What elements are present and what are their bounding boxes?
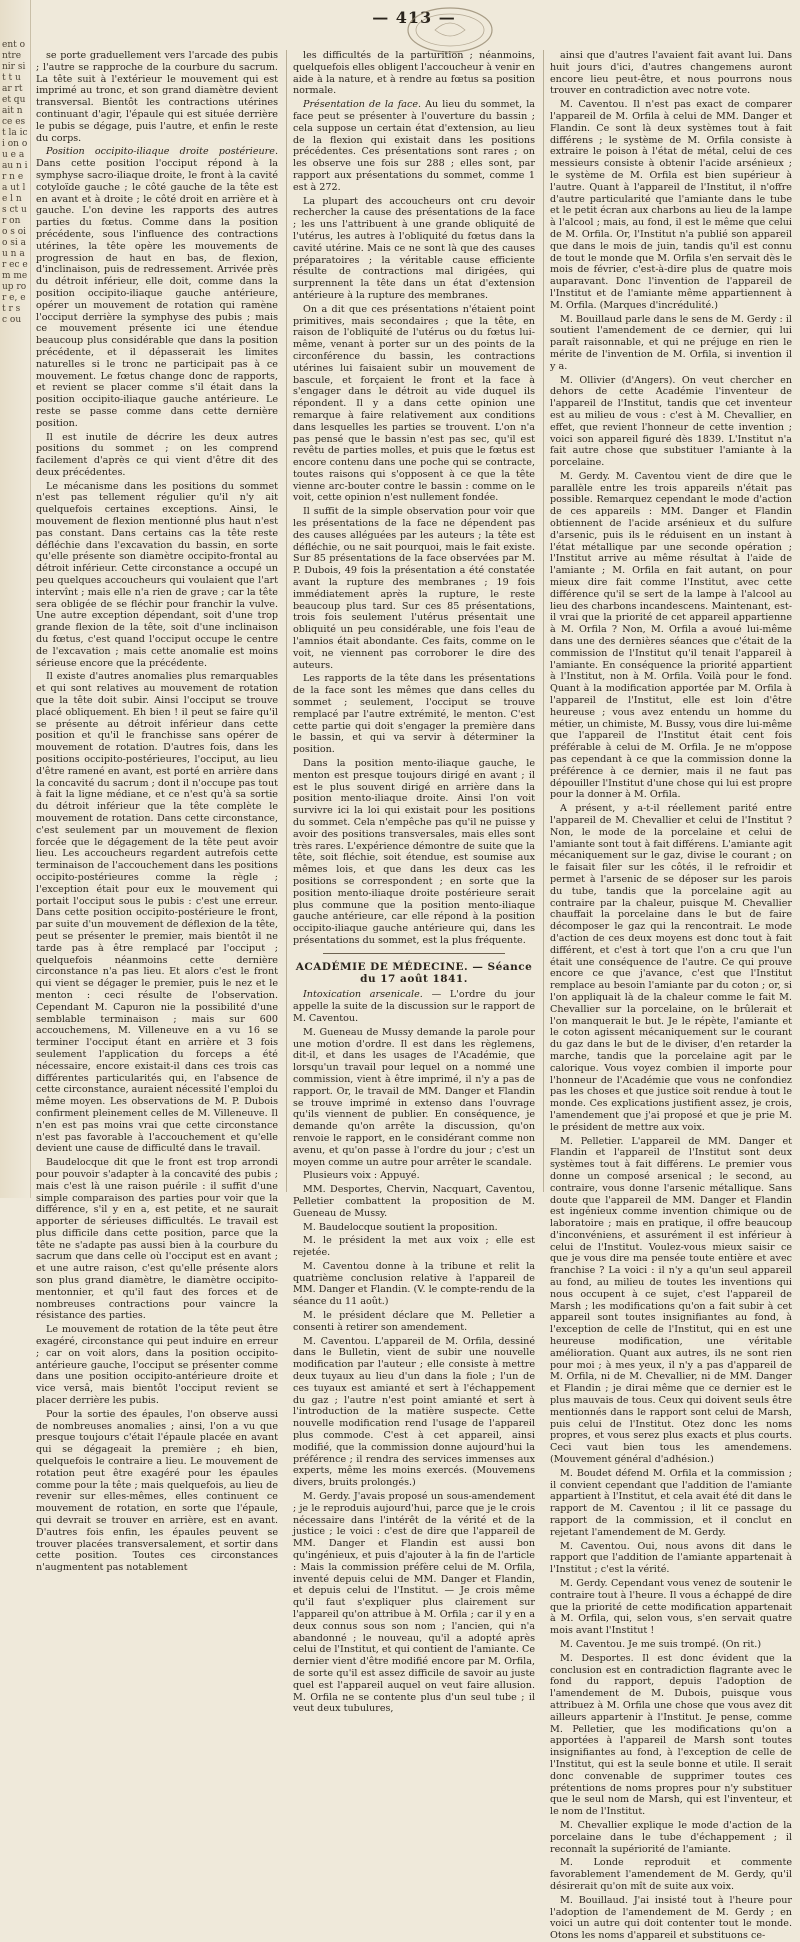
paragraph: M. Caventou. Il n'est pas exact de comparer l'appareil de M. Orfila à celui de MM. Danger et Flandin. Ce sont là deux systèmes tout à fait différens ; le système de M. Orfila consiste à extraire le poison à l'état de métal, celui de ces messieurs consiste à obtenir l'acide arsénieux ; le système de M. Orfila est bien supérieur à l'autre. Quant à l'appareil de l'Institut, il n'offre d'autre particularité que l'amiante dans le tube et le petit écran aux charbons au lieu de la lampe à l'alcool ; mais, au fond, il est le même que celui de M. Orfila. Or, l'Institut n'a publié son appareil que dans le mois de juin, tandis qu'il est connu de tout le monde que M. Orfila s'en servait dès le mois de février, c'est-à-dire plus de quatre mois auparavant. Donc l'invention de l'appareil de l'Institut et de l'amiante même appartiennent à M. Orfila. (Marques d'incrédulité.) [550,99,792,311]
paragraph: M. Boudet défend M. Orfila et la commission ; il convient cependant que l'addition de l'amiante appartient à l'Institut, et cela avait été dit dans le rapport de M. Caventou ; il lit ce passage du rapport de la commission, et il conclut en rejetant l'amendement de M. Gerdy. [550,1467,792,1538]
paragraph [36,146,278,429]
section-divider [323,953,505,954]
paragraph [293,99,535,193]
paragraph-body: Dans cette position l'occiput répond à la symphyse sacro-iliaque droite, le front à la cavité cotyloïde gauche ; le côté gauche de la tête est en avant et à droite ; le côté droit en arrière et à gauche. L'on devine les rapports des autres parties du fœtus. Comme dans la position précédente, sous l'influence des contractions utérines, la tête opère les mouvements de progression de haut en bas, de flexion, d'inclinaison, puis de redressement. Arrivée près du détroit inférieur, elle doit, comme dans la position occipito-iliaque gauche antérieure, opérer un mouvement de rotation qui ramène l'occiput derrière la symphyse des pubis ; mais ce mouvement présente ici une étendue beaucoup plus considérable que dans la position précédente, et il dépasserait les limites naturelles si le tronc ne participait pas à ce mouvement. Le fœtus change donc de rapports, et revient se placer comme s'il était dans la position occipito-iliaque gauche antérieure. Le reste se passe comme dans cette dernière position. [36,158,278,429]
binding-strip [0,0,31,1198]
paragraph: M. Caventou. Je me suis trompé. (On rit.) [560,1638,762,1650]
paragraph: M. Gerdy. J'avais proposé un sous-amendement ; je le reproduis aujourd'hui, parce que je le crois nécessaire dans l'intérêt de la vérité et de la justice ; le voici : c'est de dire que l'appareil de MM. Danger et Flandin est aussi bon qu'ingénieux, et puis d'ajouter à la fin de l'article : Mais la commission préfère celui de M. Orfila, inventé depuis celui de MM. Danger et Flandin, et depuis celui de l'Institut. — Je crois même qu'il faut s'expliquer plus clairement sur l'appareil qu'on attribue à M. Orfila ; car il y en a deux connus sous son nom ; l'ancien, qui n'a abandonné ; le nouveau, qu'il a adopté après celui de l'Institut, et qui contient de l'amiante. Ce dernier vient d'être modifié encore par M. Orfila, de sorte qu'il est assez difficile de savoir au juste quel est l'appareil auquel on veut faire allusion. M. Orfila ne se contente plus d'un seul tube ; il veut deux tubulures, [293,1491,535,1715]
paragraph: M. Chevallier explique le mode d'action de la porcelaine dans le tube d'échappement ; il reconnaît la supériorité de l'amiante. [550,1819,792,1855]
paragraph: MM. Desportes, Chervin, Nacquart, Caventou, Pelletier combattent la proposition de M. Gueneau de Mussy. [293,1184,535,1219]
paragraph: Les rapports de la tête dans les présentations de la face sont les mêmes que dans celles du sommet ; seulement, l'occiput se trouve remplacé par l'autre extrémité, le menton. C'est cette partie qui doit s'engager la première dans le bassin, et qui va servir à déterminer la position. [293,673,535,756]
paragraph: Dans la position mento-iliaque gauche, le menton est presque toujours dirigé en avant ; il est le plus souvent dirigé en arrière dans la position mento-iliaque droite. Ainsi l'on voit survivre ici la loi qui existait pour les positions du sommet. Cela n'empêche pas qu'il ne puisse y avoir des positions transversales, mais elles sont très rares. L'expérience démontre de suite que la tête, soit fléchie, soit étendue, est soumise aux mêmes lois, et que dans les deux cas les positions se correspondent ; en sorte que la position mento-iliaque droite postérieure serait plus commune que la position mento-iliaque gauche antérieure, car elle répond à la position occipito-iliaque gauche antérieure qui, dans les présentations du sommet, est la plus fréquente. [293,758,535,946]
paragraph: ainsi que d'autres l'avaient fait avant lui. Dans huit jours d'ici, d'autres changemens auront encore lieu peut-être, et nous pourrons nous trouver en contradiction avec notre vote. [550,50,792,97]
paragraph-title: Position occipito-iliaque droite postérieure. [46,146,278,158]
paragraph-body: Au lieu du sommet, la face peut se présenter à l'ouverture du bassin ; cela suppose un certain état d'extension, au lieu de la flexion qui existait dans les positions précédentes. Ces présentations sont rares ; on les observe une fois sur 288 ; elles sont, par rapport aux présentations du sommet, comme 1 est à 272. [293,99,535,193]
paragraph: Il est inutile de décrire les deux autres positions du sommet ; on les comprend facilement d'après ce qui vient d'être dit des deux précédentes. [36,431,278,478]
paragraph-title: Intoxication arsenicale. [303,989,423,1001]
paragraph: M. Caventou. Oui, nous avons dit dans le rapport que l'addition de l'amiante appartenait à l'Institut ; c'est la vérité. [550,1540,792,1576]
paragraph: M. Gerdy. Cependant vous venez de soutenir le contraire tout à l'heure. Il vous a échappé de dire que la priorité de cette modification appartenait à M. Orfila, qui, selon vous, s'en servait quatre mois avant l'Institut ! [550,1578,792,1637]
column-1 [36,50,279,1574]
column-3 [543,50,792,1942]
section-heading: ACADÉMIE DE MÉDECINE. — Séance du 17 août 1841. [295,960,533,985]
paragraph: Pour la sortie des épaules, l'on observe aussi de nombreuses anomalies ; ainsi, l'on a vu que presque toujours c'était l'épaule placée en avant qui se dégageait la première ; eh bien, quelquefois le contraire a lieu. Le mouvement de rotation peut être exagéré pour les épaules comme pour la tête ; mais quelquefois, au lieu de revenir sur elles-mêmes, elles continuent ce mouvement de rotation, en sorte que l'épaule, qui devrait se trouver en arrière, est en avant. D'autres fois enfin, les épaules peuvent se trouver placées transversalement, et sortir dans cette position. Toutes ces circonstances n'augmentent pas notablement [36,1408,278,1574]
paragraph-body: — L'ordre du jour appelle la suite de la discussion sur le rapport de M. Caventou. [293,989,535,1024]
paragraph: M. le président déclare que M. Pelletier a consenti à retirer son amendement. [293,1310,535,1333]
paragraph: les difficultés de la parturition ; néanmoins, quelquefois elles obligent l'accoucheur à venir en aide à la nature, et à rendre au fœtus sa position normale. [293,50,535,97]
paragraph: Il suffit de la simple observation pour voir que les présentations de la face ne dépendent pas des causes alléguées par les auteurs ; la tête est défléchie, ou ne sait pourquoi, mais le fait existe. Sur 85 présentations de la face observées par M. P. Dubois, 49 fois la présentation a été constatée avant la rupture des membranes ; 19 fois immédiatement après la rupture, le reste beaucoup plus tard. Sur ces 85 présentations, trois fois seulement l'utérus présentait une obliquité un peu considérable, une fois l'eau de l'amnios était abondante. Ces faits, comme on le voit, ne viennent pas corroborer le dire des auteurs. [293,506,535,671]
article-columns [36,50,792,1942]
binding-text: ent ontre nir sit t u ar rt et qu ait n ce est la ici on ou e a au n ir n e a ut l e l n s ct ur on o s oi o si au n ar ec em me up ro r e, et r s c ou [2,40,31,325]
paragraph: se porte graduellement vers l'arcade des pubis ; l'autre se rapproche de la courbure du sacrum. La tête suit à l'extérieur le mouvement qui est imprimé au tronc, et son grand diamètre devient transversal. Bientôt les contractions utérines continuant d'agir, l'épaule qui est située derrière le pubis se dégage, puis l'autre, et enfin le reste du corps. [36,50,278,144]
paragraph: M. Baudelocque soutient la proposition. [303,1221,498,1233]
paragraph: Plusieurs voix : Appuyé. [303,1170,420,1182]
paragraph: Le mouvement de rotation de la tête peut être exagéré, circonstance qui peut induire en erreur ; car on voit alors, dans la position occipito-antérieure gauche, l'occiput se présenter comme dans une position occipito-antérieure droite et vice versâ, mais bientôt l'occiput revient se placer derrière les pubis. [36,1324,278,1407]
paragraph: M. Gueneau de Mussy demande la parole pour une motion d'ordre. Il est dans les règlemens, dit-il, et dans les usages de l'Académie, que lorsqu'un travail pour lequel on a nommé une commission, vient à être imprimé, il n'y a pas de rapport. Or, le travail de MM. Danger et Flandin se trouve imprimé in extenso dans l'ouvrage qu'ils viennent de publier. En conséquence, je demande qu'on arrête la discussion, qu'on renvoie le rapport, en le considérant comme non avenu, et qu'on passe à l'ordre du jour ; c'est un moyen comme un autre pour arrêter le scandale. [293,1026,535,1168]
paragraph: M. Bouillaud parle dans le sens de M. Gerdy : il soutient l'amendement de ce dernier, qui lui paraît raisonnable, et qui ne préjuge en rien le mérite de l'invention de M. Orfila, si invention il y a. [550,313,792,372]
paragraph: M. le président la met aux voix ; elle est rejetée. [293,1235,535,1259]
column-2 [286,50,536,1715]
paragraph: M. Caventou donne à la tribune et relit la quatrième conclusion relative à l'appareil de MM. Danger et Flandin. (V. le compte-rendu de la séance du 11 août.) [293,1260,536,1308]
paragraph: Le mécanisme dans les positions du sommet n'est pas tellement régulier qu'il n'y ait quelquefois certaines exceptions. Ainsi, le mouvement de flexion mentionné plus haut n'est pas constant. Dans certains cas la tête reste défléchie dans l'excavation du bassin, en sorte qu'elle présente son diamètre occipito-frontal au détroit inférieur. Cette circonstance a occupé un peu quelques accoucheurs qui voulaient que l'art intervînt ; mais elle n'a rien de grave ; car la tête sera obligée de se fléchir pour franchir la vulve. Une autre exception dépendant, soit d'une trop grande flexion de la tête, soit d'une inclinaison du fœtus, c'est quand l'occiput occupe le centre de l'excavation ; mais cette anomalie est moins sérieuse encore que la précédente. [36,480,278,669]
paragraph: Il existe d'autres anomalies plus remarquables et qui sont relatives au mouvement de rotation que la tête doit subir. Ainsi l'occiput se trouve placé obliquement. Eh bien ! il peut se faire qu'il se présente au détroit inférieur dans cette position et qu'il le franchisse sans opérer de mouvement de rotation. D'autres fois, dans les positions occipito-postérieures, l'occiput, au lieu d'être ramené en avant, est porté en arrière dans la concavité du sacrum ; dont il n'occupe pas tout à fait la ligne médiane, et ce n'est qu'à sa sortie du détroit inférieur que la tête complète le mouvement de rotation. Dans cette circonstance, c'est seulement par un mouvement de flexion forcée que le dégagement de la tête peut avoir lieu. Les accoucheurs regardent autrefois cette terminaison de l'accouchement dans les positions occipito-postérieures comme la règle ; l'exception était pour eux le mouvement qui portait l'occiput sous le pubis : c'est une erreur. Dans cette position occipito-postérieure le front, par suite d'un mouvement de déflexion de la tête, peut se présenter le premier, mais bientôt il ne tarde pas à être remplacé par l'occiput ; quelquefois néanmoins cette dernière circonstance n'a pas lieu. Et alors c'est le front qui vient se dégager le premier, puis le nez et le menton : ceci résulte de l'observation. Cependant M. Capuron nie la possibilité d'une semblable terminaison ; mais sur 600 accouchemens, M. Villeneuve en a vu 16 se terminer l'occiput étant en arrière et 3 fois seulement l'application du forceps a été nécessaire, encore existait-il dans ces trois cas différentes particularités qui, en l'absence de cette circonstance, auraient nécessité l'emploi du même moyen. Les observations de M. P. Dubois confirment pleinement celles de M. Villeneuve. Il n'en est pas moins vrai que cette circonstance n'est pas favorable à l'accouchement et qu'elle devient une cause de difficulté dans le travail. [36,671,279,1155]
paragraph: M. Desportes. Il est donc évident que la conclusion est en contradiction flagrante avec le fond du rapport, depuis l'adoption de l'amendement de M. Dubois, puisque vous attribuez à M. Orfila une chose que vous avez dit ailleurs appartenir à l'Institut. Je pense, comme M. Pelletier, que les modifications qu'on a apportées à l'appareil de Marsh sont toutes insignifiantes au fond, à l'exception de celle de l'Institut, qui est la seule bonne et utile. Il serait donc convenable de supprimer toutes ces prétentions de noms propres pour n'y substituer que le seul nom de Marsh, qui est l'inventeur, et le nom de l'Institut. [550,1652,792,1818]
paragraph-title: Présentation de la face. [303,99,422,111]
paragraph: M. Londe reproduit et commente favorablement l'amendement de M. Gerdy, qu'il désirerait qu'on mît de suite aux voix. [550,1857,792,1892]
paragraph: A présent, y a-t-il réellement parité entre l'appareil de M. Chevallier et celui de l'Institut ? Non, le mode de la porcelaine et celui de l'amiante sont tout à fait différens. L'amiante agit mécaniquement sur le gaz, divise le courant ; on le faisait filer sur les côtés, il le refroidir et permet à l'arsenic de se déposer sur les parois du tube, tandis que la porcelaine agit au contraire par la chaleur, puisque M. Chevallier chauffait la porcelaine dans le but de faire décomposer le gaz qui la rencontrait. Le mode d'action de ces deux moyens est donc tout à fait différent, et c'est à tort que l'on a cru que l'un était une conséquence de l'autre. Ce qui prouve encore ce que j'avance, c'est que l'Institut remplace au besoin l'amiante par du coton ; or, si l'on appliquait là de la chaleur comme le fait M. Chevallier sur la porcelaine, on le brûlerait et l'on manquerait le but. Je le répète, l'amiante et le coton agissent mécaniquement sur le courant du gaz dans le but de le diviser, d'en retarder la marche, tandis que la porcelaine agit par le calorique. Vous voyez combien il importe pour l'honneur de l'Académie que vous ne confondiez pas les choses et que justice soit rendue à tout le monde. Ces explications justifient assez, je crois, l'amendement que j'ai proposé et que je prie M. le président de mettre aux voix. [550,803,792,1133]
paragraph: M. Pelletier. L'appareil de MM. Danger et Flandin et l'appareil de l'Institut sont deux systèmes tout à fait différens. Le premier vous donne un composé arsenical ; le second, au contraire, vous donne l'arsenic métallique. Sans doute que l'appareil de MM. Danger et Flandin est ingénieux comme invention chimique ou de laboratoire ; mais en pratique, il offre beaucoup d'inconvéniens, et assurément il est inférieur à celui de l'Institut. Voulez-vous mieux saisir ce que je vous dire ma pensée toute entière et avec franchise ? La voici : il n'y a qu'un seul appareil au fond, au milieu de toutes les inventions qui nous occupent à ce sujet, c'est l'appareil de Marsh ; les modifications qu'on a fait subir à cet appareil sont toutes insignifiantes au fond, à l'exception de celle de l'Institut, qui en est une heureuse modification, une véritable amélioration. Quant aux autres, ils ne sont rien pour moi ; à mes yeux, il n'y a pas d'appareil de M. Orfila, ni de M. Chevallier, ni de MM. Danger et Flandin ; je dirai même que ce dernier est le plus mauvais de tous. Ceux qui doivent seuls être mentionnés dans le rapport sont celui de Marsh, puis celui de l'Institut. Otez donc les noms propres, et vous serez plus exacts et plus courts. Ceci vaut bien tous les amendemens. (Mouvement général d'adhésion.) [550,1135,792,1466]
paragraph: La plupart des accoucheurs ont cru devoir rechercher la cause des présentations de la face ; les uns l'attribuent à une grande obliquité de l'utérus, les autres à l'obliquité du fœtus dans la cavité utérine. Mais ce ne sont là que des causes préparatoires ; la véritable cause efficiente résulte de contractions mal dirigées, qui surprennent la tête dans un état d'extension antérieure à la rupture des membranes. [293,195,535,301]
page-number: — 413 — [372,8,456,27]
paragraph: M. Caventou. L'appareil de M. Orfila, dessiné dans le Bulletin, vient de subir une nouvelle modification par l'auteur ; elle consiste à mettre deux tuyaux au lieu d'un dans la fiole ; l'un de ces tuyaux est amianté et sert à l'échappement du gaz ; l'autre n'est point amianté et sert à l'introduction de la matière suspecte. Cette nouvelle modification rend l'usage de l'appareil plus commode. C'est à cet appareil, ainsi modifié, que la commission donne aujourd'hui la préférence ; il rendra des services immenses aux experts, même les moins exercés. (Mouvemens divers, bruits prolongés.) [293,1335,535,1489]
paragraph: On a dit que ces présentations n'étaient point primitives, mais secondaires ; que la tête, en raison de l'obliquité de l'utérus ou du fœtus lui-même, venant à porter sur un des points de la circonférence du bassin, les contractions utérines lui faisaient subir un mouvement de bascule, et forçaient le front et la face à s'engager dans le détroit au vide duquel ils répondent. Il y a dans cette opinion une remarque à faire relativement aux conditions dans lesquelles les parties se trouvent. L'on n'a pas pensé que le bassin n'est pas sec, qu'il est revêtu de parties molles, et puis que le fœtus est encore contenu dans une poche qui se contracte, toutes raisons qui s'opposent à ce que la tête vienne arc-bouter contre le bassin : comme on le voit, cette opinion n'est nullement fondée. [293,303,535,504]
library-stamp-icon [405,4,495,56]
paragraph: M. Bouillaud. J'ai insisté tout à l'heure pour l'adoption de l'amendement de M. Gerdy ; en voici un autre qui doit contenter tout le monde. Otons les noms d'appareil et substituons ce- [550,1894,792,1942]
paragraph: M. Gerdy. M. Caventou vient de dire que le parallèle entre les trois appareils n'était pas possible. Remarquez cependant le mode d'action de ces appareils : MM. Danger et Flandin obtiennent de l'acide arsénieux et du sulfure d'arsenic, puis ils le réduisent en un instant à l'état métallique par une seconde opération ; l'Institut arrive au même résultat à l'aide de l'amiante ; M. Orfila en fait autant, on pour mieux dire fait comme l'Institut, avec cette différence qu'il se sert de la lampe à l'alcool au lieu des charbons incandescens. Maintenant, est-il vrai que la priorité de cet appareil appartienne à M. Orfila ? Non, M. Orfila a avoué lui-même dans une des dernières séances que c'était de la commission de l'Institut qu'il tenait l'appareil à l'amiante. En conséquence la priorité appartient à l'Institut, non à M. Orfila. Voilà pour le fond. Quant à la modification apportée par M. Orfila à l'appareil de l'Institut, elle est loin d'être heureuse ; vous avez entendu un homme du métier, un chimiste, M. Bussy, vous dire lui-même que l'appareil de l'Institut était cent fois préférable à celui de M. Orfila. Je ne m'oppose pas cependant à ce que la commission donne la préférence à ce dernier, mais il ne faut pas dépouiller l'Institut d'une chose qui lui est propre pour la donner à M. Orfila. [550,470,792,801]
paragraph: M. Ollivier (d'Angers). On veut chercher en dehors de cette Académie l'inventeur de l'appareil de l'Institut, tandis que cet inventeur est au milieu de vous : c'est à M. Chevallier, en effet, que revient l'honneur de cette invention ; voici son appareil figuré dès 1839. L'Institut n'a fait autre chose que substituer l'amiante à la porcelaine. [550,374,792,469]
paragraph [293,989,535,1024]
paragraph: Baudelocque dit que le front est trop arrondi pour pouvoir s'adapter à la concavité des pubis ; mais c'est là une raison puérile : il suffit d'une simple comparaison des parties pour voir que la différence, s'il y en a, est petite, et ne saurait apporter de sérieuses difficultés. Le travail est plus difficile dans cette position, parce que la tête ne s'adapte pas aussi bien à la courbure du sacrum que dans celle où l'occiput est en avant ; et une autre raison, c'est qu'elle présente alors son plus grand diamètre, le diamètre occipito-mentonnier, et qu'il faut des forces et de nombreuses contractions pour vaincre la résistance des parties. [36,1157,278,1322]
